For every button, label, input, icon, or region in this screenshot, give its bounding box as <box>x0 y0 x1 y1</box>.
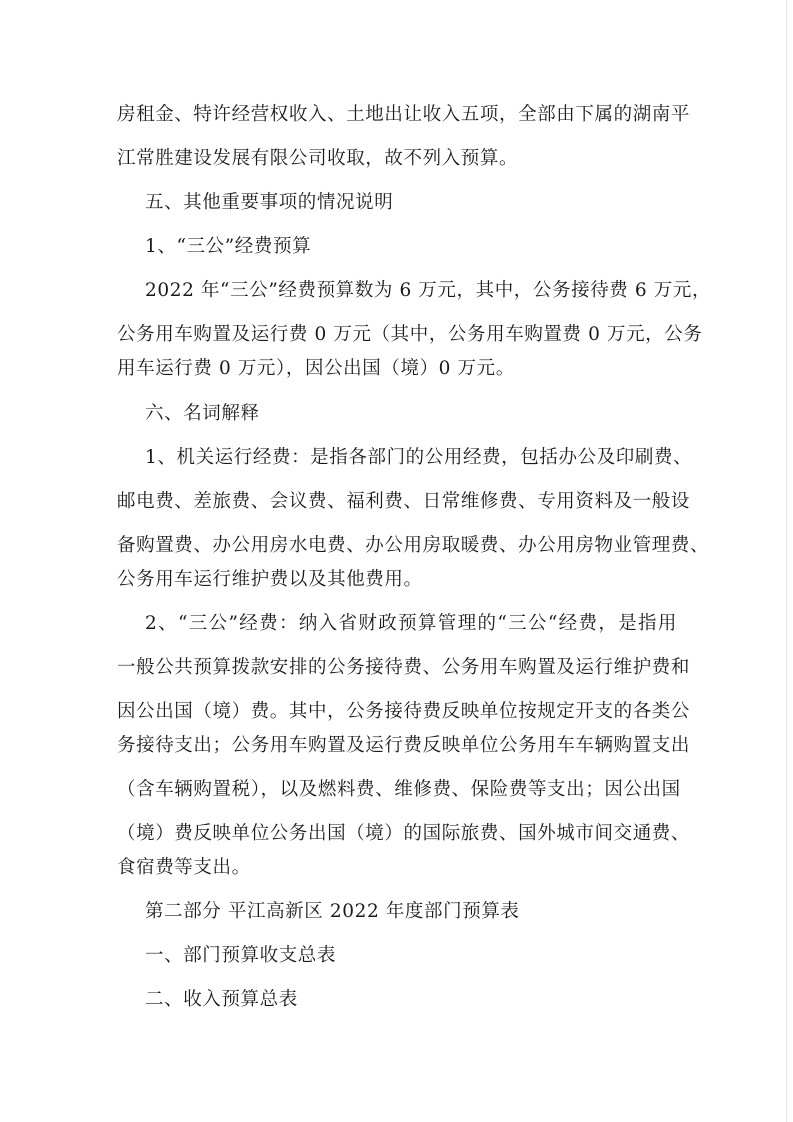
paragraph-line: 1、机关运行经费：是指各部门的公用经费，包括办公及印刷费、 <box>145 447 693 468</box>
paragraph-line: 2022 年“三公”经费预算数为 6 万元，其中，公务接待费 6 万元， <box>145 280 712 301</box>
list-item: 二、收入预算总表 <box>145 989 298 1010</box>
paragraph-line: 用车运行费 0 万元），因公出国（境）0 万元。 <box>117 358 515 379</box>
paragraph-line: 房租金、特许经营权收入、土地出让收入五项，全部由下属的湖南平 <box>117 104 691 125</box>
paragraph-line: 因公出国（境）费。其中，公务接待费反映单位按规定开支的各类公 <box>117 701 691 722</box>
scan-edge-line <box>786 0 787 1122</box>
paragraph-line: 公务用车购置及运行费 0 万元（其中，公务用车购置费 0 万元，公务 <box>117 324 703 345</box>
part-heading: 第二部分 平江高新区 2022 年度部门预算表 <box>145 901 520 922</box>
paragraph-line: 2、“三公”经费：纳入省财政预算管理的“三公“经费，是指用 <box>145 613 677 634</box>
paragraph-line: 邮电费、差旅费、会议费、福利费、日常维修费、专用资料及一般设 <box>117 491 691 512</box>
paragraph-line: 公务用车运行维护费以及其他费用。 <box>117 569 423 590</box>
list-item: 一、部门预算收支总表 <box>145 945 337 966</box>
paragraph-line: 备购置费、办公用房水电费、办公用房取暖费、办公用房物业管理费、 <box>117 535 710 556</box>
paragraph-line: （含车辆购置税），以及燃料费、维修费、保险费等支出；因公出国 <box>117 779 681 800</box>
paragraph-line: （境）费反映单位公务出国（境）的国际旅费、国外城市间交通费、 <box>117 823 691 844</box>
section-heading: 五、其他重要事项的情况说明 <box>145 192 394 213</box>
paragraph-line: 食宿费等支出。 <box>117 857 251 878</box>
paragraph-line: 一般公共预算拨款安排的公务接待费、公务用车购置及运行维护费和 <box>117 657 691 678</box>
subsection-heading: 1、“三公”经费预算 <box>145 236 312 257</box>
paragraph-line: 江常胜建设发展有限公司收取，故不列入预算。 <box>117 148 519 169</box>
paragraph-line: 务接待支出；公务用车购置及运行费反映单位公务用车车辆购置支出 <box>117 735 691 756</box>
section-heading: 六、名词解释 <box>145 403 260 424</box>
